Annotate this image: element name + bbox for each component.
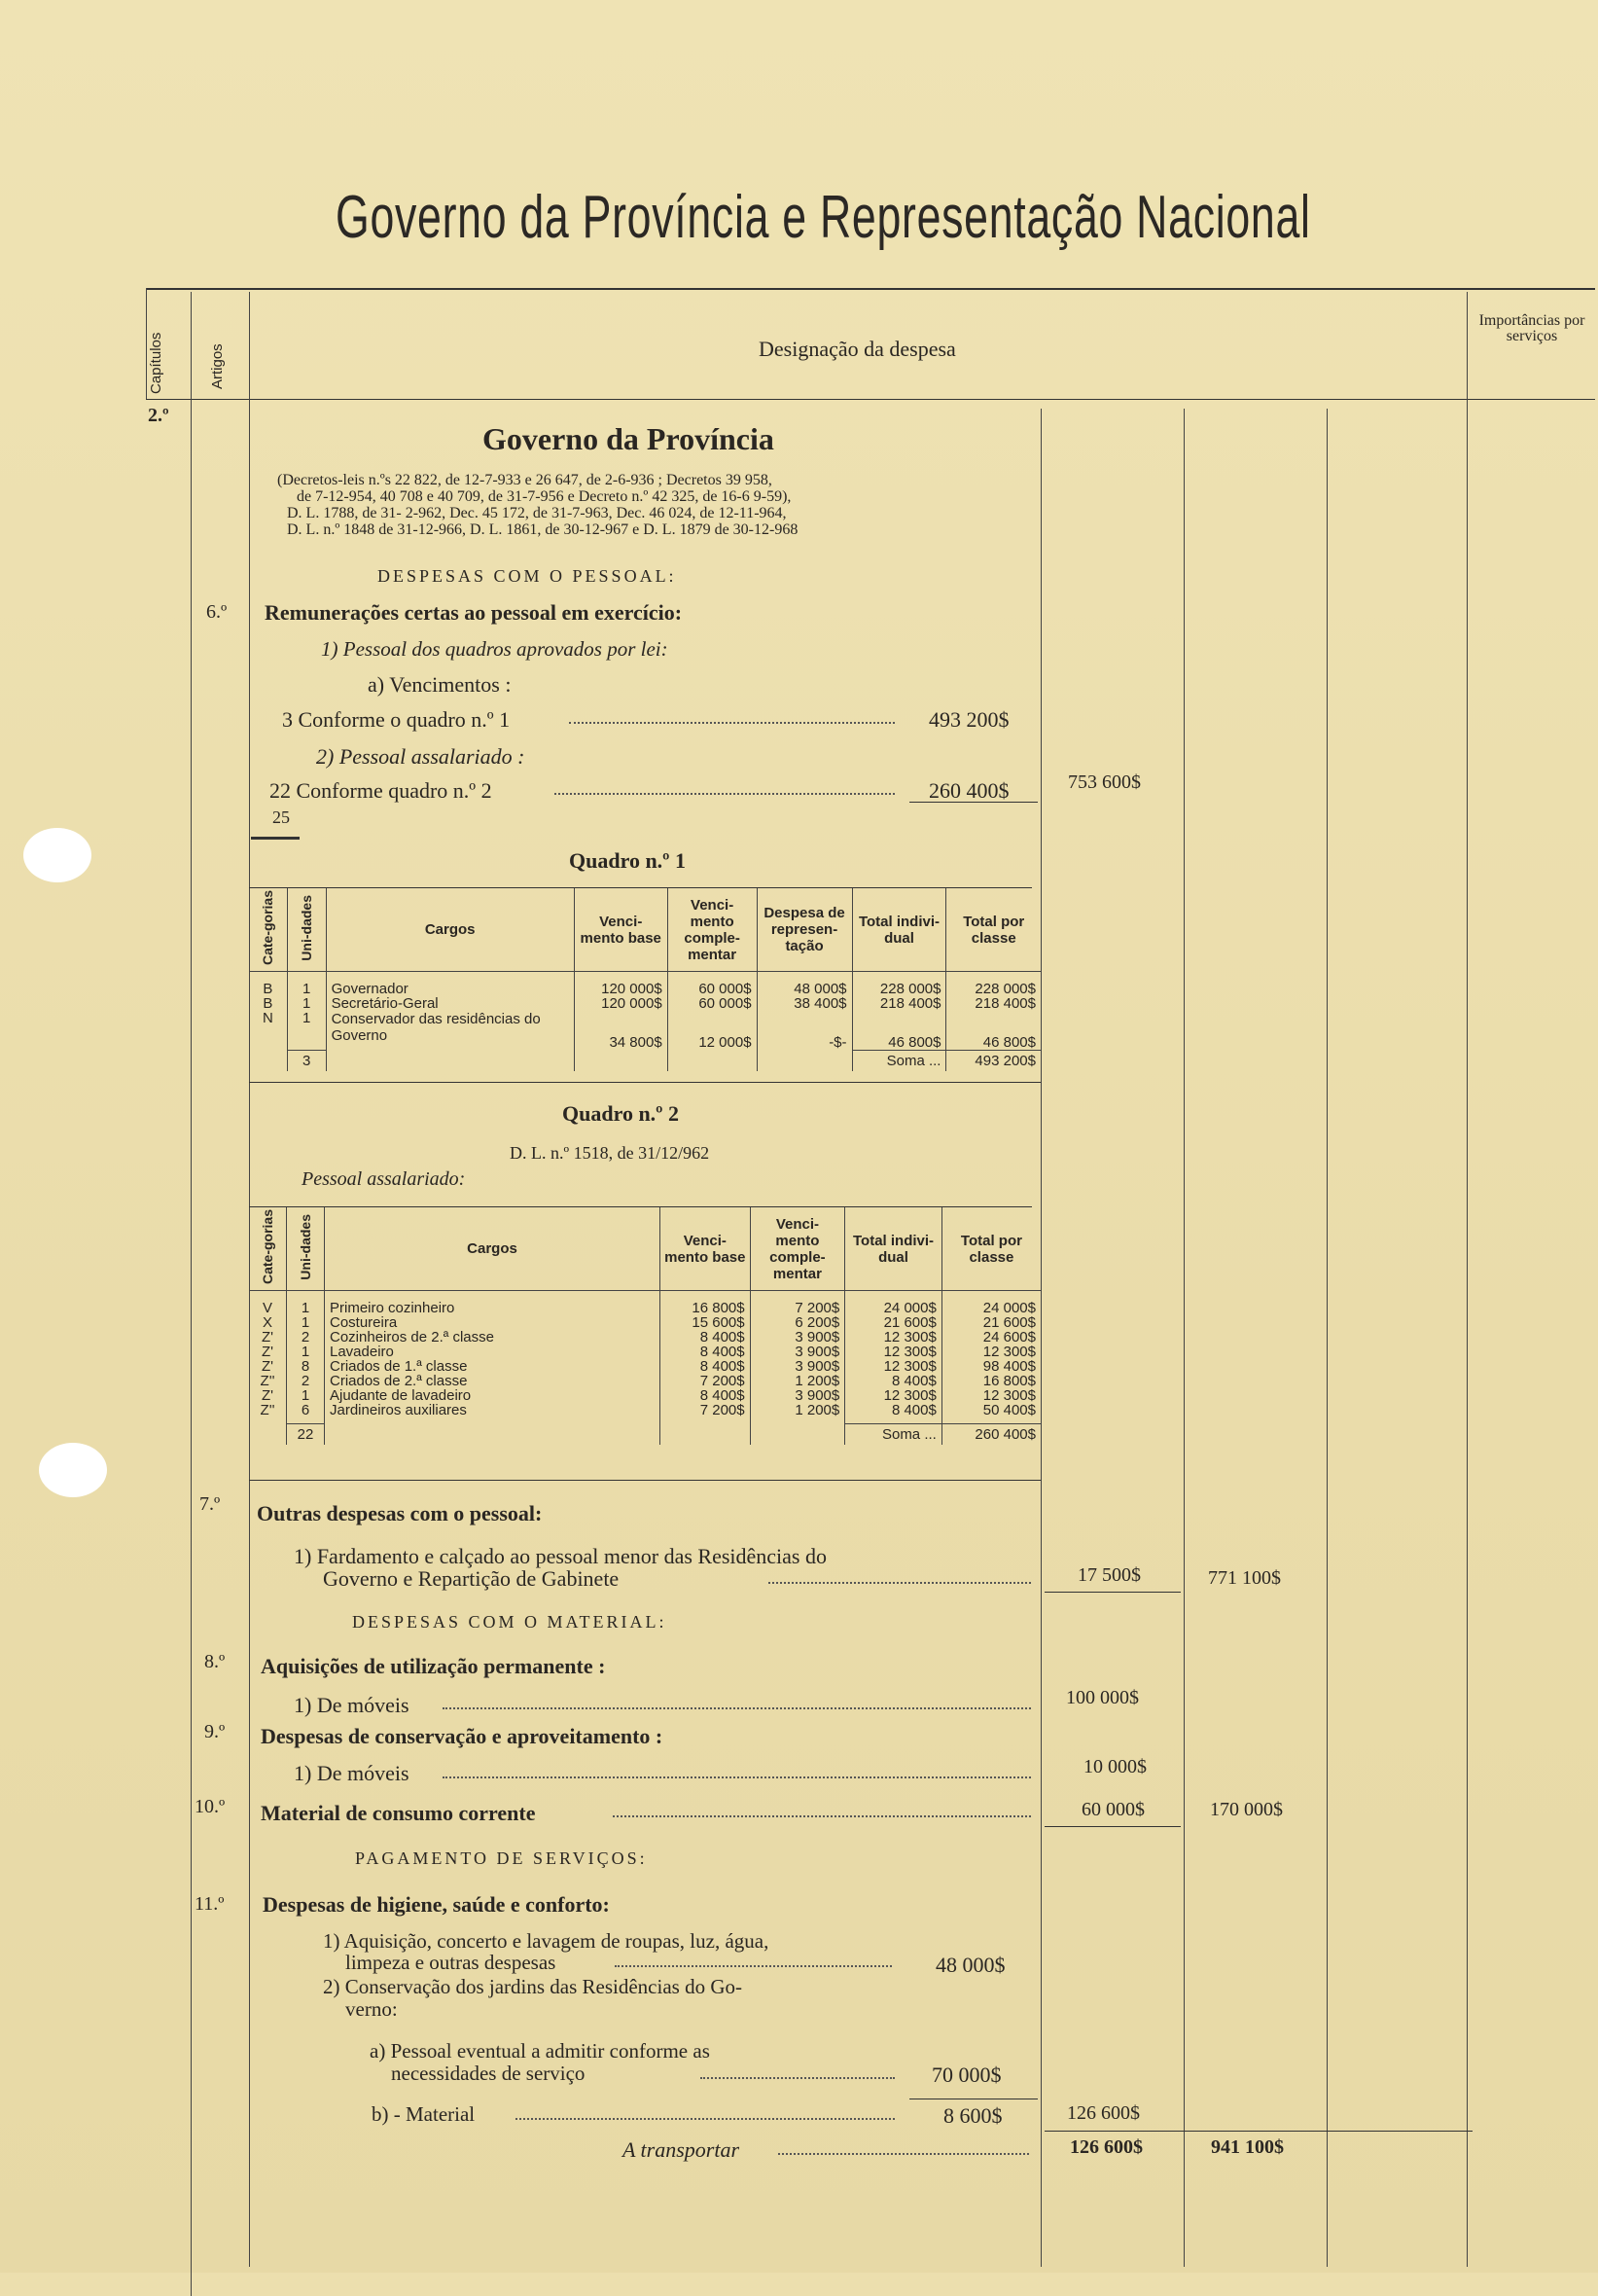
page-title: Governo da Província e Representação Nacional: [336, 184, 1311, 251]
q1-cell: 34 800$: [574, 1011, 667, 1050]
art6-number: 6.º: [206, 601, 228, 623]
q2-cell: Z': [261, 1344, 274, 1361]
rule-col-d: [1467, 292, 1468, 2267]
art7-dots: [768, 1582, 1031, 1584]
q1-cell: -$-: [757, 1011, 852, 1050]
art11-item2b-value: 8 600$: [943, 2103, 1003, 2128]
q2-cell: 1: [287, 1315, 325, 1330]
art9-title: Despesas de conservação e aproveitamento :: [261, 1724, 663, 1748]
q1-cell: 1: [287, 996, 326, 1011]
q2-cell: 1 200$: [750, 1374, 845, 1388]
art8-item: 1) De móveis: [294, 1693, 409, 1717]
q1-cell: 1: [287, 972, 326, 997]
q2-cell: 15 600$: [659, 1315, 750, 1330]
q1-cell: 60 000$: [667, 996, 757, 1011]
q2-header-uni: Uni-dades: [287, 1207, 325, 1291]
q1-cell: Conservador das residências do Governo: [326, 1011, 574, 1050]
q1-header-classe: Total por classe: [946, 888, 1041, 972]
table-row: [249, 1403, 1041, 1423]
q2-cell: 1 200$: [750, 1403, 845, 1423]
q2-cell: 2: [287, 1330, 325, 1345]
q1-cell: 120 000$: [574, 972, 667, 997]
q2-cell: Z'': [260, 1402, 275, 1419]
q2-total-uni: 22: [287, 1423, 325, 1445]
q2-cell: 12 300$: [845, 1359, 942, 1374]
q1-cell: 60 000$: [667, 972, 757, 997]
count-total: 25: [272, 807, 290, 827]
art10-value: 60 000$: [1082, 1799, 1145, 1820]
line22-rule: [909, 802, 1038, 803]
table-row: [249, 1374, 1041, 1388]
q2-cell: 21 600$: [845, 1315, 942, 1330]
pessoal-total: 771 100$: [1208, 1567, 1281, 1589]
q2-sum-blank: [325, 1423, 660, 1445]
art11-item2a-line2: necessidades de serviço: [391, 2062, 586, 2085]
art9-number: 9.º: [204, 1721, 226, 1742]
art11-total: 126 600$: [1067, 2102, 1140, 2124]
q1-header-cargos: Cargos: [326, 888, 574, 972]
punch-hole-top: [23, 828, 91, 882]
q1-sum-blank: [326, 1050, 574, 1071]
rule-col-c: [1327, 409, 1328, 2267]
q2-cell: 3 900$: [750, 1359, 845, 1374]
material-group-title: DESPESAS COM O MATERIAL:: [352, 1612, 667, 1632]
q2-header-cargos: Cargos: [325, 1207, 660, 1291]
q1-header-base: Venci-mento base: [574, 888, 667, 972]
q2-header-comp: Venci-mento comple-mentar: [750, 1207, 845, 1291]
table-row: [249, 972, 1041, 997]
q2-cell: 16 800$: [659, 1291, 750, 1316]
q2-cell: 7 200$: [659, 1403, 750, 1423]
q2-sum-blank: [750, 1423, 845, 1445]
q1-cell: 48 000$: [757, 972, 852, 997]
art8-dots: [443, 1707, 1031, 1709]
art8-title: Aquisições de utilização permanente :: [261, 1654, 606, 1678]
table-row: [249, 1011, 1041, 1050]
pessoal-item2: 2) Pessoal assalariado :: [316, 744, 525, 769]
q2-cell: 8 400$: [659, 1330, 750, 1345]
header-bottom-rule: [146, 399, 1595, 400]
q2-cell: 24 000$: [941, 1291, 1041, 1316]
q2-cell: 3 900$: [750, 1330, 845, 1345]
quadro1-sum-row: [249, 1050, 1041, 1071]
q2-cell: 3 900$: [750, 1345, 845, 1359]
q2-cell: 2: [287, 1374, 325, 1388]
line3-text: 3 Conforme o quadro n.º 1: [282, 707, 511, 732]
header-top-rule: [146, 288, 1595, 290]
art11-item2a-line1: a) Pessoal eventual a admitir conforme as: [370, 2039, 710, 2063]
legal-line-1: (Decretos-leis n.ºs 22 822, de 12-7-933 e 26 647, de 2-6-936 ; Decretos 39 958,: [277, 472, 772, 488]
q2-cell: Z': [261, 1329, 274, 1346]
q2-cell: 8 400$: [845, 1374, 942, 1388]
q1-cell: B: [263, 981, 273, 998]
q2-soma-value: 260 400$: [941, 1423, 1041, 1445]
art7-rule: [1045, 1592, 1181, 1593]
quadro2-sum-row: [249, 1423, 1041, 1445]
line22-value: 260 400$: [929, 778, 1010, 803]
art11-item1-line1: 1) Aquisição, concerto e lavagem de roupas, luz, água,: [323, 1929, 769, 1953]
q1-cell: N: [262, 1010, 273, 1027]
legal-line-3: D. L. 1788, de 31- 2-962, Dec. 45 172, de 31-7-963, Dec. 46 024, de 12-11-964,: [287, 505, 787, 521]
q1-cell: 46 800$: [946, 1011, 1041, 1050]
q2-cell: 8 400$: [845, 1403, 942, 1423]
art9-dots: [443, 1776, 1031, 1778]
art11-item2-line2: verno:: [345, 1997, 398, 2021]
table-row: [249, 996, 1041, 1011]
table-row: [249, 1345, 1041, 1359]
art11-item2a-dots: [700, 2077, 895, 2079]
rule-cap-art: [191, 292, 192, 2296]
q2-header-cat: Cate-gorias: [249, 1207, 287, 1291]
art11-item2b: b) - Material: [372, 2102, 476, 2126]
pessoal-group-title: DESPESAS COM O PESSOAL:: [377, 566, 677, 586]
transport-value-2: 941 100$: [1211, 2136, 1284, 2158]
q1-cell: Secretário-Geral: [326, 996, 574, 1011]
transport-dots: [778, 2153, 1029, 2155]
section-heading: Governo da Província: [482, 421, 774, 456]
art8-value: 100 000$: [1066, 1687, 1139, 1708]
q1-cell: 218 400$: [946, 996, 1041, 1011]
art11-number: 11.º: [195, 1893, 225, 1915]
q2-header-ind: Total indivi-dual: [845, 1207, 942, 1291]
art11-item2-line1: 2) Conservação dos jardins das Residências do Go-: [323, 1975, 742, 1998]
q2-cell: Costureira: [325, 1315, 660, 1330]
q2-cell: Ajudante de lavadeiro: [325, 1388, 660, 1403]
q2-cell: 50 400$: [941, 1403, 1041, 1423]
transport-label: A transportar: [622, 2137, 740, 2162]
quadro2-title: Quadro n.º 2: [562, 1101, 679, 1126]
q2-cell: Cozinheiros de 2.ª classe: [325, 1330, 660, 1345]
pessoal-item1a: a) Vencimentos :: [368, 672, 512, 697]
q2-sum-blank: [659, 1423, 750, 1445]
table-row: [249, 1315, 1041, 1330]
q1-cell: 38 400$: [757, 996, 852, 1011]
q1-header-ind: Total indivi-dual: [852, 888, 946, 972]
q2-header-classe: Total por classe: [941, 1207, 1041, 1291]
q2-cell: 24 600$: [941, 1330, 1041, 1345]
punch-hole-bottom: [39, 1443, 107, 1497]
pessoal-item1: 1) Pessoal dos quadros aprovados por lei:: [321, 637, 668, 661]
q1-header-cat: Cate-gorias: [249, 888, 287, 972]
q2-cell: Criados de 2.ª classe: [325, 1374, 660, 1388]
q1-cell: 46 800$: [852, 1011, 946, 1050]
art11-total-rule: [1045, 2131, 1473, 2132]
q2-cell: 7 200$: [659, 1374, 750, 1388]
art7-item1-line1: 1) Fardamento e calçado ao pessoal menor das Residências do: [294, 1544, 827, 1568]
q2-cell: 12 300$: [845, 1388, 942, 1403]
q2-cell: 1: [287, 1291, 325, 1316]
rule-col-b: [1184, 409, 1185, 2267]
q2-cell: 7 200$: [750, 1291, 845, 1316]
art7-value: 17 500$: [1078, 1564, 1141, 1586]
quadro2-bottom-rule: [249, 1480, 1041, 1481]
q2-cell: 21 600$: [941, 1315, 1041, 1330]
col-importancia-text: Importâncias por serviços: [1478, 312, 1585, 344]
q1-sum-blank: [249, 1050, 287, 1071]
col-capitulos-label: Capítulos: [148, 332, 164, 394]
art7-number: 7.º: [199, 1493, 221, 1515]
q1-total-uni: 3: [287, 1050, 326, 1071]
q2-cell: 8 400$: [659, 1388, 750, 1403]
quadro2-subtitle: D. L. n.º 1518, de 31/12/962: [510, 1143, 710, 1163]
q2-cell: 98 400$: [941, 1359, 1041, 1374]
quadro2-subtitle2: Pessoal assalariado:: [302, 1168, 466, 1190]
q1-soma-label: Soma ...: [852, 1050, 946, 1071]
line3-value: 493 200$: [929, 707, 1010, 732]
q1-sum-blank: [667, 1050, 757, 1071]
q2-cell: 8 400$: [659, 1359, 750, 1374]
q2-cell: 24 000$: [845, 1291, 942, 1316]
q1-cell: B: [263, 995, 273, 1013]
art9-item: 1) De móveis: [294, 1761, 409, 1785]
q2-cell: 8: [287, 1359, 325, 1374]
col-artigos-label: Artigos: [209, 343, 226, 389]
quadro1-bottom-rule: [249, 1082, 1041, 1083]
transport-value-1: 126 600$: [1070, 2136, 1143, 2158]
q1-cell: 218 400$: [852, 996, 946, 1011]
art7-item1-line2: Governo e Repartição de Gabinete: [323, 1566, 620, 1591]
art10-rule: [1045, 1826, 1181, 1827]
art8-number: 8.º: [204, 1651, 226, 1672]
line3-dots: [569, 722, 895, 724]
q2-cell: 3 900$: [750, 1388, 845, 1403]
art7-title: Outras despesas com o pessoal:: [257, 1501, 543, 1525]
q2-soma-label: Soma ...: [845, 1423, 942, 1445]
legal-line-4: D. L. n.º 1848 de 31-12-966, D. L. 1861, de 30-12-967 e D. L. 1879 de 30-12-968: [287, 521, 799, 538]
line22-dots: [554, 793, 895, 795]
art6-title: Remunerações certas ao pessoal em exercício:: [265, 600, 683, 625]
q1-header-rep: Despesa de represen-tação: [757, 888, 852, 972]
q2-cell: Z': [261, 1358, 274, 1376]
q1-cell: 120 000$: [574, 996, 667, 1011]
q2-cell: 12 300$: [845, 1330, 942, 1345]
quadro2-header-row: [249, 1207, 1041, 1291]
q1-cell: 228 000$: [946, 972, 1041, 997]
col-designacao-label: Designação da despesa: [759, 337, 956, 361]
art10-number: 10.º: [195, 1796, 226, 1817]
art11-item2b-dots: [515, 2118, 895, 2120]
q1-cell: 12 000$: [667, 1011, 757, 1050]
table-row: [249, 1388, 1041, 1403]
table-row: [249, 1291, 1041, 1316]
q2-cell: Criados de 1.ª classe: [325, 1359, 660, 1374]
art11-item2a-value: 70 000$: [932, 2063, 1002, 2087]
q1-soma-value: 493 200$: [946, 1050, 1041, 1071]
q1-header-comp: Venci-mento comple-mentar: [667, 888, 757, 972]
q1-cell: 1: [287, 1011, 326, 1050]
quadro2-table: [249, 1207, 1041, 1445]
quadro1-table: [249, 888, 1041, 1071]
q2-cell: V: [262, 1300, 272, 1317]
q2-cell: 12 300$: [845, 1345, 942, 1359]
q2-cell: 6 200$: [750, 1315, 845, 1330]
q2-header-base: Venci-mento base: [659, 1207, 750, 1291]
art10-title: Material de consumo corrente: [261, 1801, 536, 1825]
q1-sum-blank: [757, 1050, 852, 1071]
q2-cell: Z': [261, 1387, 274, 1405]
legal-line-2: de 7-12-954, 40 708 e 40 709, de 31-7-956 e Decreto n.º 42 325, de 16-6 9-59),: [297, 488, 792, 505]
art9-value: 10 000$: [1083, 1756, 1147, 1777]
rule-col-a: [1041, 409, 1042, 2267]
line22-text: 22 Conforme quadro n.º 2: [269, 778, 492, 803]
quadro1-title: Quadro n.º 1: [569, 848, 686, 873]
chapter-number: 2.º: [148, 405, 169, 426]
q2-cell: 8 400$: [659, 1345, 750, 1359]
art6-total: 753 600$: [1068, 771, 1141, 793]
q2-cell: Z'': [260, 1373, 275, 1390]
count-rule: [251, 837, 300, 840]
art10-dots: [613, 1815, 1031, 1817]
q2-cell: Lavadeiro: [325, 1345, 660, 1359]
q2-cell: 12 300$: [941, 1345, 1041, 1359]
rule-cap-left: [146, 288, 147, 399]
q2-cell: Primeiro cozinheiro: [325, 1291, 660, 1316]
q2-cell: 6: [287, 1403, 325, 1423]
q2-cell: 12 300$: [941, 1388, 1041, 1403]
art11-title: Despesas de higiene, saúde e conforto:: [263, 1892, 610, 1917]
q2-cell: Jardineiros auxiliares: [325, 1403, 660, 1423]
q2-sum-blank: [249, 1423, 287, 1445]
col-importancia-label: [1469, 313, 1595, 344]
material-total: 170 000$: [1210, 1799, 1283, 1820]
q2-cell: 1: [287, 1388, 325, 1403]
q1-sum-blank: [574, 1050, 667, 1071]
table-row: [249, 1330, 1041, 1345]
servicos-group-title: PAGAMENTO DE SERVIÇOS:: [355, 1848, 648, 1868]
q2-cell: 1: [287, 1345, 325, 1359]
quadro1-header-row: [249, 888, 1041, 972]
art11-item1-value: 48 000$: [936, 1953, 1006, 1977]
art11-item1-dots: [615, 1965, 892, 1967]
q1-header-uni: Uni-dades: [287, 888, 326, 972]
q1-cell: Governador: [326, 972, 574, 997]
q2-cell: 16 800$: [941, 1374, 1041, 1388]
q2-cell: X: [262, 1314, 272, 1332]
table-row: [249, 1359, 1041, 1374]
q1-cell: 228 000$: [852, 972, 946, 997]
art11-item1-line2: limpeza e outras despesas: [345, 1951, 556, 1974]
